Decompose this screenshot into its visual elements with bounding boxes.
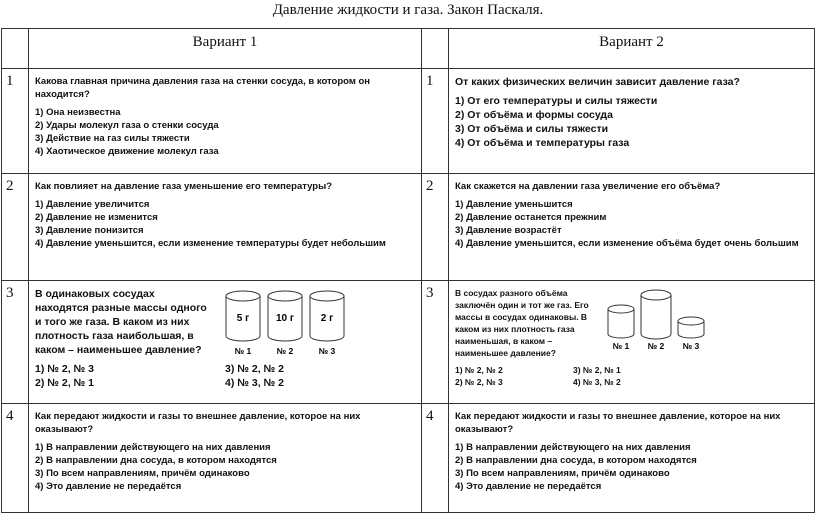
- row-number: 2: [422, 174, 449, 281]
- option: 4) Это давление не передаётся: [455, 481, 602, 492]
- vessel-label: № 1: [234, 346, 252, 356]
- vessel-label: № 3: [318, 346, 336, 356]
- option: 4) Давление уменьшится, если изменение температуры будет небольшим: [35, 238, 386, 249]
- option: 3) № 2, № 1: [573, 365, 621, 375]
- option: 4) Давление уменьшится, если изменение объёма будет очень большим: [455, 238, 799, 249]
- option: 1) В направлении действующего на них давления: [35, 442, 271, 453]
- option: 1) Давление уменьшится: [455, 199, 573, 210]
- question-v2-1: [449, 69, 815, 174]
- vessel-1: [608, 305, 634, 351]
- option: 1) В направлении действующего на них давления: [455, 442, 691, 453]
- row-number: 4: [422, 404, 449, 513]
- row-number: 2: [2, 174, 29, 281]
- question-row-3: [2, 281, 815, 404]
- vessel-3: [310, 291, 344, 356]
- option: 4) № 3, № 2: [573, 377, 621, 387]
- option: 1) Давление увеличится: [35, 199, 150, 210]
- vessel-label: № 3: [682, 341, 700, 351]
- vessel-mass: 2 г: [320, 313, 334, 324]
- page-title: Давление жидкости и газа. Закон Паскаля.: [272, 2, 544, 18]
- option: 1) От его температуры и силы тяжести: [455, 95, 658, 107]
- question-text: В одинаковых сосудах находятся разные массы одного и того же газа. В каком из них плотность газа наибольшая, в каком – наименьшее давление?: [35, 288, 207, 356]
- question-text: Как скажется на давлении газа увеличение его объёма?: [455, 181, 721, 192]
- question-text: В сосудах разного объёма заключён один и тот же газ. Его массы в сосудах одинаковы. В каком из них плотность газа наименьшая, в каком – наименьшее давление?: [455, 288, 589, 358]
- option: 2) От объёма и формы сосуда: [455, 109, 613, 121]
- vessel-label: № 2: [276, 346, 294, 356]
- option: 3) Давление понизится: [35, 225, 144, 236]
- vessel-mass: 10 г: [275, 313, 295, 324]
- question-text: Какова главная причина давления газа на стенки сосуда, в котором он находится?: [35, 76, 371, 100]
- question-v1-2: [29, 174, 422, 281]
- option: 4) Хаотическое движение молекул газа: [35, 146, 219, 157]
- option: 2) В направлении дна сосуда, в котором находятся: [455, 455, 697, 466]
- row-number: 3: [2, 281, 29, 404]
- option: 2) Удары молекул газа о стенки сосуда: [35, 120, 219, 131]
- question-v2-4: [449, 404, 815, 513]
- vessel-label: № 2: [647, 341, 665, 351]
- header-num-cell: [422, 29, 449, 69]
- option: 3) Действие на газ силы тяжести: [35, 133, 190, 144]
- option: 3) По всем направлениям, причём одинаково: [455, 468, 670, 479]
- option: 2) В направлении дна сосуда, в котором находятся: [35, 455, 277, 466]
- row-number: 1: [2, 69, 29, 174]
- variant-1-header: Вариант 1: [29, 29, 422, 69]
- option: 3) По всем направлениям, причём одинаково: [35, 468, 250, 479]
- question-row-1: [2, 69, 815, 174]
- question-text: Как передают жидкости и газы то внешнее давление, которое на них оказывают?: [455, 411, 781, 435]
- option: 1) № 2, № 3: [35, 363, 95, 375]
- vessel-1: [226, 291, 260, 356]
- header-row: [2, 29, 815, 69]
- option: 1) № 2, № 2: [455, 365, 503, 375]
- question-row-4: [2, 404, 815, 513]
- questions-table: [1, 28, 815, 513]
- question-row-2: [2, 174, 815, 281]
- vessel-2: [268, 291, 302, 356]
- option: 4) От объёма и температуры газа: [455, 137, 630, 149]
- option: 3) № 2, № 2: [225, 363, 285, 375]
- row-number: 1: [422, 69, 449, 174]
- question-v1-1: [29, 69, 422, 174]
- row-number: 3: [422, 281, 449, 404]
- question-text: От каких физических величин зависит давление газа?: [455, 76, 740, 88]
- option: 3) От объёма и силы тяжести: [455, 123, 609, 135]
- question-text: Как передают жидкости и газы то внешнее давление, которое на них оказывают?: [35, 411, 361, 435]
- row-number: 4: [2, 404, 29, 513]
- vessel-2: [641, 290, 671, 351]
- options-grid: [35, 362, 415, 390]
- header-num-cell: [2, 29, 29, 69]
- vessel-mass: 5 г: [236, 313, 250, 324]
- option: 2) Давление не изменится: [35, 212, 158, 223]
- option: 4) Это давление не передаётся: [35, 481, 182, 492]
- option: 2) № 2, № 3: [455, 377, 503, 387]
- option: 2) Давление останется прежним: [455, 212, 607, 223]
- variant-2-header: Вариант 2: [449, 29, 815, 69]
- option: 1) Она неизвестна: [35, 107, 121, 118]
- option: 3) Давление возрастёт: [455, 225, 562, 236]
- option: 4) № 3, № 2: [225, 377, 285, 389]
- vessels-figure: [605, 289, 717, 355]
- option: 2) № 2, № 1: [35, 377, 95, 389]
- question-text: Как повлияет на давление газа уменьшение его температуры?: [35, 181, 332, 192]
- question-v1-3: [29, 281, 422, 404]
- vessel-label: № 1: [612, 341, 630, 351]
- options-grid: [455, 364, 655, 388]
- vessels-figure: [223, 289, 353, 357]
- vessel-3: [678, 317, 704, 351]
- question-v1-4: [29, 404, 422, 513]
- question-v2-2: [449, 174, 815, 281]
- question-v2-3: [449, 281, 815, 404]
